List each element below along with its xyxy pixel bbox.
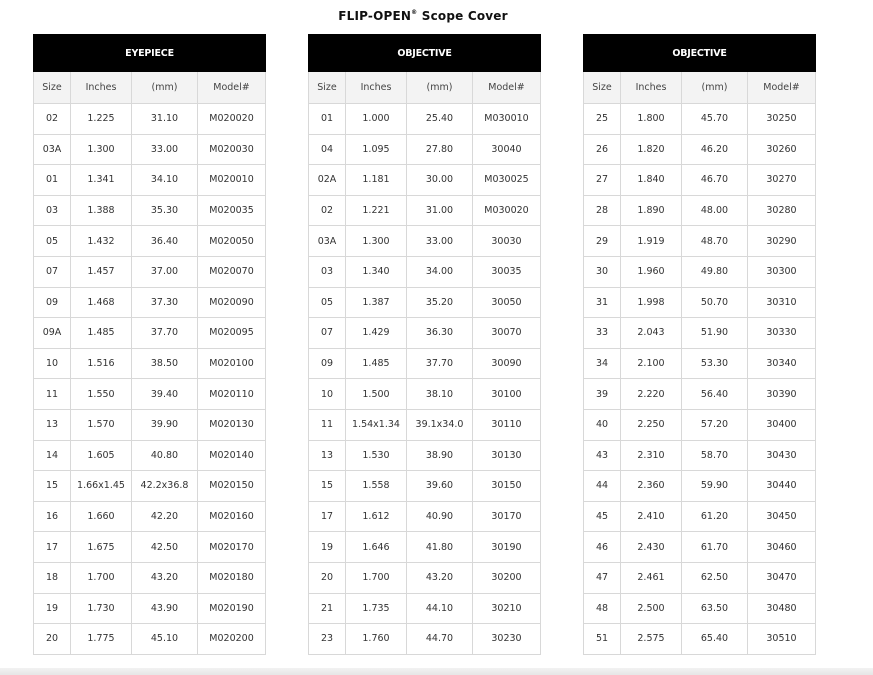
inches-cell: 1.775	[71, 624, 132, 655]
page-bottom-edge	[0, 668, 873, 675]
size-cell: 21	[309, 593, 346, 624]
model-cell: M020030	[198, 134, 266, 165]
inches-cell: 2.220	[621, 379, 682, 410]
table-row	[309, 165, 541, 196]
size-cell: 15	[309, 471, 346, 502]
mm-cell: 42.50	[132, 532, 198, 563]
model-cell: 30390	[748, 379, 816, 410]
model-cell: 30100	[473, 379, 541, 410]
mm-cell: 39.40	[132, 379, 198, 410]
size-cell: 26	[584, 134, 621, 165]
model-cell: 30260	[748, 134, 816, 165]
size-cell: 47	[584, 562, 621, 593]
size-cell: 27	[584, 165, 621, 196]
model-cell: 30330	[748, 318, 816, 349]
table-row	[34, 165, 266, 196]
table-row	[309, 318, 541, 349]
page-title-main: FLIP-OPEN	[338, 9, 412, 23]
size-cell: 03	[309, 256, 346, 287]
mm-cell: 42.2x36.8	[132, 471, 198, 502]
size-cell: 02	[34, 104, 71, 135]
column-header: Inches	[346, 72, 407, 104]
inches-cell: 1.485	[71, 318, 132, 349]
model-cell: M020110	[198, 379, 266, 410]
inches-cell: 1.612	[346, 501, 407, 532]
inches-cell: 1.570	[71, 409, 132, 440]
mm-cell: 57.20	[682, 409, 748, 440]
table-row	[309, 409, 541, 440]
model-cell: 30110	[473, 409, 541, 440]
size-cell: 17	[309, 501, 346, 532]
model-cell: 30130	[473, 440, 541, 471]
table-row	[34, 501, 266, 532]
size-cell: 19	[34, 593, 71, 624]
model-cell: 30040	[473, 134, 541, 165]
model-cell: 30210	[473, 593, 541, 624]
model-cell: 30300	[748, 256, 816, 287]
column-header: Model#	[748, 72, 816, 104]
size-cell: 09	[309, 348, 346, 379]
model-cell: M030020	[473, 195, 541, 226]
size-cell: 51	[584, 624, 621, 655]
inches-cell: 2.043	[621, 318, 682, 349]
inches-cell: 1.605	[71, 440, 132, 471]
size-cell: 28	[584, 195, 621, 226]
model-cell: 30440	[748, 471, 816, 502]
size-cell: 44	[584, 471, 621, 502]
inches-cell: 1.181	[346, 165, 407, 196]
mm-cell: 46.70	[682, 165, 748, 196]
inches-cell: 2.410	[621, 501, 682, 532]
column-header: Model#	[473, 72, 541, 104]
size-cell: 13	[309, 440, 346, 471]
inches-cell: 1.735	[346, 593, 407, 624]
inches-cell: 1.225	[71, 104, 132, 135]
table-row	[309, 532, 541, 563]
inches-cell: 1.516	[71, 348, 132, 379]
size-cell: 46	[584, 532, 621, 563]
model-cell: 30290	[748, 226, 816, 257]
column-header: Size	[34, 72, 71, 104]
registered-mark: ®	[411, 9, 418, 16]
inches-cell: 1.646	[346, 532, 407, 563]
table-row	[309, 348, 541, 379]
model-cell: 30460	[748, 532, 816, 563]
inches-cell: 1.66x1.45	[71, 471, 132, 502]
mm-cell: 61.70	[682, 532, 748, 563]
mm-cell: 45.10	[132, 624, 198, 655]
inches-cell: 1.485	[346, 348, 407, 379]
size-cell: 07	[309, 318, 346, 349]
table-row	[584, 256, 816, 287]
model-cell: M020010	[198, 165, 266, 196]
table-row	[584, 440, 816, 471]
table-row	[584, 501, 816, 532]
model-cell: 30510	[748, 624, 816, 655]
model-cell: 30030	[473, 226, 541, 257]
size-cell: 31	[584, 287, 621, 318]
mm-cell: 61.20	[682, 501, 748, 532]
model-cell: 30430	[748, 440, 816, 471]
table-row	[584, 165, 816, 196]
inches-cell: 2.430	[621, 532, 682, 563]
model-cell: 30480	[748, 593, 816, 624]
model-cell: M020100	[198, 348, 266, 379]
size-cell: 18	[34, 562, 71, 593]
model-cell: M020140	[198, 440, 266, 471]
column-header: Size	[309, 72, 346, 104]
mm-cell: 33.00	[132, 134, 198, 165]
column-header-row	[309, 72, 541, 104]
mm-cell: 25.40	[407, 104, 473, 135]
model-cell: M020035	[198, 195, 266, 226]
mm-cell: 39.90	[132, 409, 198, 440]
inches-cell: 1.800	[621, 104, 682, 135]
mm-cell: 31.00	[407, 195, 473, 226]
inches-cell: 1.820	[621, 134, 682, 165]
model-cell: M020090	[198, 287, 266, 318]
table-row	[584, 593, 816, 624]
size-cell: 33	[584, 318, 621, 349]
size-cell: 05	[309, 287, 346, 318]
inches-cell: 1.457	[71, 256, 132, 287]
inches-cell: 1.388	[71, 195, 132, 226]
model-cell: 30450	[748, 501, 816, 532]
inches-cell: 2.461	[621, 562, 682, 593]
size-cell: 07	[34, 256, 71, 287]
size-cell: 25	[584, 104, 621, 135]
inches-cell: 1.000	[346, 104, 407, 135]
model-cell: 30280	[748, 195, 816, 226]
mm-cell: 34.10	[132, 165, 198, 196]
table-row	[34, 409, 266, 440]
size-cell: 14	[34, 440, 71, 471]
model-cell: M020020	[198, 104, 266, 135]
table-row	[584, 471, 816, 502]
mm-cell: 33.00	[407, 226, 473, 257]
table-row	[309, 195, 541, 226]
size-cell: 43	[584, 440, 621, 471]
mm-cell: 38.50	[132, 348, 198, 379]
model-cell: 30170	[473, 501, 541, 532]
model-cell: 30035	[473, 256, 541, 287]
mm-cell: 63.50	[682, 593, 748, 624]
inches-cell: 1.700	[346, 562, 407, 593]
inches-cell: 1.919	[621, 226, 682, 257]
inches-cell: 1.998	[621, 287, 682, 318]
table-row	[309, 624, 541, 655]
inches-cell: 1.730	[71, 593, 132, 624]
mm-cell: 34.00	[407, 256, 473, 287]
table-row	[309, 562, 541, 593]
mm-cell: 48.70	[682, 226, 748, 257]
model-cell: 30070	[473, 318, 541, 349]
table-row	[584, 287, 816, 318]
mm-cell: 51.90	[682, 318, 748, 349]
size-cell: 11	[34, 379, 71, 410]
objective-table-1	[308, 34, 541, 655]
size-cell: 05	[34, 226, 71, 257]
model-cell: M030025	[473, 165, 541, 196]
inches-cell: 1.500	[346, 379, 407, 410]
size-cell: 10	[309, 379, 346, 410]
table-row	[34, 624, 266, 655]
table-row	[584, 409, 816, 440]
mm-cell: 37.30	[132, 287, 198, 318]
column-header-row	[584, 72, 816, 104]
inches-cell: 1.960	[621, 256, 682, 287]
model-cell: 30190	[473, 532, 541, 563]
inches-cell: 1.432	[71, 226, 132, 257]
size-cell: 01	[34, 165, 71, 196]
table-row	[34, 532, 266, 563]
model-cell: 30230	[473, 624, 541, 655]
table-title: OBJECTIVE	[309, 35, 541, 72]
size-cell: 04	[309, 134, 346, 165]
table-row	[34, 287, 266, 318]
mm-cell: 35.30	[132, 195, 198, 226]
column-header-row	[34, 72, 266, 104]
model-cell: M020150	[198, 471, 266, 502]
mm-cell: 42.20	[132, 501, 198, 532]
table-row	[309, 104, 541, 135]
page-title	[0, 9, 846, 23]
column-header: Inches	[621, 72, 682, 104]
mm-cell: 43.20	[407, 562, 473, 593]
model-cell: 30310	[748, 287, 816, 318]
inches-cell: 1.840	[621, 165, 682, 196]
inches-cell: 1.700	[71, 562, 132, 593]
model-cell: 30200	[473, 562, 541, 593]
mm-cell: 40.80	[132, 440, 198, 471]
model-cell: 30270	[748, 165, 816, 196]
table-title: EYEPIECE	[34, 35, 266, 72]
model-cell: M020050	[198, 226, 266, 257]
table-row	[584, 318, 816, 349]
size-cell: 09A	[34, 318, 71, 349]
inches-cell: 1.300	[346, 226, 407, 257]
table-row	[309, 134, 541, 165]
model-cell: M020170	[198, 532, 266, 563]
inches-cell: 1.221	[346, 195, 407, 226]
mm-cell: 36.30	[407, 318, 473, 349]
mm-cell: 48.00	[682, 195, 748, 226]
size-cell: 20	[309, 562, 346, 593]
size-cell: 39	[584, 379, 621, 410]
mm-cell: 27.80	[407, 134, 473, 165]
column-header: (mm)	[682, 72, 748, 104]
mm-cell: 38.10	[407, 379, 473, 410]
table-row	[584, 226, 816, 257]
inches-cell: 1.550	[71, 379, 132, 410]
table-row	[34, 471, 266, 502]
inches-cell: 1.429	[346, 318, 407, 349]
table-row	[309, 440, 541, 471]
mm-cell: 49.80	[682, 256, 748, 287]
model-cell: M020130	[198, 409, 266, 440]
size-cell: 19	[309, 532, 346, 563]
inches-cell: 1.760	[346, 624, 407, 655]
mm-cell: 40.90	[407, 501, 473, 532]
mm-cell: 62.50	[682, 562, 748, 593]
mm-cell: 50.70	[682, 287, 748, 318]
model-cell: M020200	[198, 624, 266, 655]
size-cell: 20	[34, 624, 71, 655]
mm-cell: 38.90	[407, 440, 473, 471]
inches-cell: 1.341	[71, 165, 132, 196]
table-row	[309, 501, 541, 532]
column-header: (mm)	[407, 72, 473, 104]
inches-cell: 1.340	[346, 256, 407, 287]
inches-cell: 2.500	[621, 593, 682, 624]
objective-table-2	[583, 34, 816, 655]
mm-cell: 58.70	[682, 440, 748, 471]
size-cell: 03A	[34, 134, 71, 165]
table-row	[34, 318, 266, 349]
table-row	[584, 348, 816, 379]
table-row	[34, 379, 266, 410]
table-row	[309, 226, 541, 257]
size-cell: 48	[584, 593, 621, 624]
inches-cell: 1.660	[71, 501, 132, 532]
size-cell: 45	[584, 501, 621, 532]
model-cell: 30400	[748, 409, 816, 440]
mm-cell: 44.10	[407, 593, 473, 624]
size-cell: 13	[34, 409, 71, 440]
model-cell: M020160	[198, 501, 266, 532]
mm-cell: 39.1x34.0	[407, 409, 473, 440]
mm-cell: 53.30	[682, 348, 748, 379]
inches-cell: 1.468	[71, 287, 132, 318]
table-row	[584, 195, 816, 226]
model-cell: 30050	[473, 287, 541, 318]
model-cell: M030010	[473, 104, 541, 135]
model-cell: 30340	[748, 348, 816, 379]
size-cell: 17	[34, 532, 71, 563]
size-cell: 29	[584, 226, 621, 257]
mm-cell: 46.20	[682, 134, 748, 165]
model-cell: 30150	[473, 471, 541, 502]
size-cell: 15	[34, 471, 71, 502]
column-header: Inches	[71, 72, 132, 104]
inches-cell: 1.54x1.34	[346, 409, 407, 440]
size-cell: 02A	[309, 165, 346, 196]
mm-cell: 36.40	[132, 226, 198, 257]
table-row	[34, 562, 266, 593]
eyepiece-table	[33, 34, 266, 655]
mm-cell: 37.70	[132, 318, 198, 349]
inches-cell: 2.100	[621, 348, 682, 379]
table-row	[34, 134, 266, 165]
mm-cell: 59.90	[682, 471, 748, 502]
size-cell: 11	[309, 409, 346, 440]
size-cell: 30	[584, 256, 621, 287]
model-cell: M020095	[198, 318, 266, 349]
table-row	[34, 256, 266, 287]
mm-cell: 31.10	[132, 104, 198, 135]
inches-cell: 1.675	[71, 532, 132, 563]
size-cell: 23	[309, 624, 346, 655]
table-row	[309, 287, 541, 318]
size-cell: 03A	[309, 226, 346, 257]
inches-cell: 1.300	[71, 134, 132, 165]
mm-cell: 30.00	[407, 165, 473, 196]
column-header: (mm)	[132, 72, 198, 104]
inches-cell: 2.575	[621, 624, 682, 655]
mm-cell: 41.80	[407, 532, 473, 563]
inches-cell: 2.360	[621, 471, 682, 502]
table-row	[584, 532, 816, 563]
table-row	[584, 379, 816, 410]
size-cell: 16	[34, 501, 71, 532]
table-row	[34, 195, 266, 226]
inches-cell: 1.387	[346, 287, 407, 318]
model-cell: M020070	[198, 256, 266, 287]
table-row	[584, 562, 816, 593]
table-row	[34, 226, 266, 257]
mm-cell: 39.60	[407, 471, 473, 502]
inches-cell: 1.558	[346, 471, 407, 502]
mm-cell: 37.00	[132, 256, 198, 287]
table-row	[309, 593, 541, 624]
inches-cell: 2.310	[621, 440, 682, 471]
table-row	[34, 348, 266, 379]
size-cell: 34	[584, 348, 621, 379]
inches-cell: 1.890	[621, 195, 682, 226]
table-title: OBJECTIVE	[584, 35, 816, 72]
mm-cell: 43.20	[132, 562, 198, 593]
size-cell: 03	[34, 195, 71, 226]
inches-cell: 1.530	[346, 440, 407, 471]
mm-cell: 45.70	[682, 104, 748, 135]
size-cell: 02	[309, 195, 346, 226]
table-row	[584, 104, 816, 135]
mm-cell: 65.40	[682, 624, 748, 655]
table-row	[584, 134, 816, 165]
table-row	[34, 104, 266, 135]
table-row	[584, 624, 816, 655]
size-cell: 10	[34, 348, 71, 379]
mm-cell: 37.70	[407, 348, 473, 379]
model-cell: M020180	[198, 562, 266, 593]
size-cell: 40	[584, 409, 621, 440]
model-cell: M020190	[198, 593, 266, 624]
table-row	[34, 440, 266, 471]
inches-cell: 1.095	[346, 134, 407, 165]
column-header: Model#	[198, 72, 266, 104]
table-row	[309, 471, 541, 502]
mm-cell: 35.20	[407, 287, 473, 318]
mm-cell: 43.90	[132, 593, 198, 624]
page-title-rest: Scope Cover	[417, 9, 508, 23]
model-cell: 30250	[748, 104, 816, 135]
table-row	[34, 593, 266, 624]
size-cell: 01	[309, 104, 346, 135]
column-header: Size	[584, 72, 621, 104]
mm-cell: 56.40	[682, 379, 748, 410]
model-cell: 30090	[473, 348, 541, 379]
table-row	[309, 256, 541, 287]
inches-cell: 2.250	[621, 409, 682, 440]
model-cell: 30470	[748, 562, 816, 593]
table-row	[309, 379, 541, 410]
size-cell: 09	[34, 287, 71, 318]
mm-cell: 44.70	[407, 624, 473, 655]
